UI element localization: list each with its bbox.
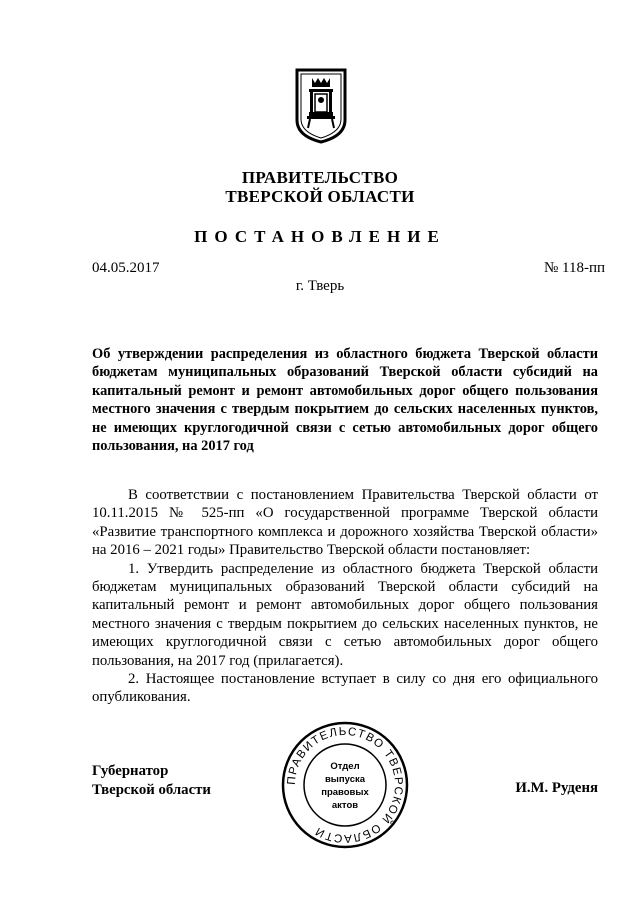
stamp-line3: правовых [321,787,369,798]
stamp-line1: Отдел [330,761,360,772]
body-item-2: 2. Настоящее постановление вступает в силу со дня его официального опубликования. [92,671,598,706]
stamp-line4: актов [331,800,359,811]
signer-title-line1: Губернатор [92,763,169,779]
tver-coat-of-arms-icon [295,68,347,144]
signer-title-line2: Тверской области [92,781,211,798]
signer-title [92,762,211,799]
stamp-line2: выпуска [324,774,366,785]
document-subject: Об утверждении распределения из областного бюджета Тверской области бюджетам муниципальных образований Тверской области субсидий на капитальный ремонт и ремонт автомобильных дорог общего пользования местного значения с твердым покрытием до сельских населенных пунктов, не имеющих круглогодичной связи с сетью автомобильных дорог общего пользования, на 2017 год [92,346,598,455]
document-type: ПОСТАНОВЛЕНИЕ [194,227,446,246]
signer-name: И.М. Руденя [515,780,598,796]
document-date: 04.05.2017 [92,260,160,276]
document-number: № 118-пп [543,260,605,276]
document-body [92,486,598,707]
organization-name-line1: ПРАВИТЕЛЬСТВО [241,168,399,187]
organization-name-line2: ТВЕРСКОЙ ОБЛАСТИ [225,187,415,206]
body-preamble: В соответствии с постановлением Правительства Тверской области от 10.11.2015 № 525-пп «О государственной программе Тверской области «Развитие транспортного комплекса и дорожного хозяйства Тверской области» на 2016 – 2021 годы» Правительство Тверской области постановляет: [92,487,598,559]
official-stamp [280,720,410,850]
document-city: г. Тверь [295,278,345,294]
body-item-1: 1. Утвердить распределение из областного бюджета Тверской области бюджетам муниципальных образований Тверской области субсидий на капитальный ремонт и ремонт автомобильных дорог общего пользования местного значения с твердым покрытием до сельских населенных пунктов, не имеющих круглогодичной связи с сетью автомобильных дорог общего пользования, на 2017 год (прилагается). [92,560,598,669]
stamp-ring-text: ПРАВИТЕЛЬСТВО ТВЕРСКОЙ ОБЛАСТИ [285,725,405,845]
